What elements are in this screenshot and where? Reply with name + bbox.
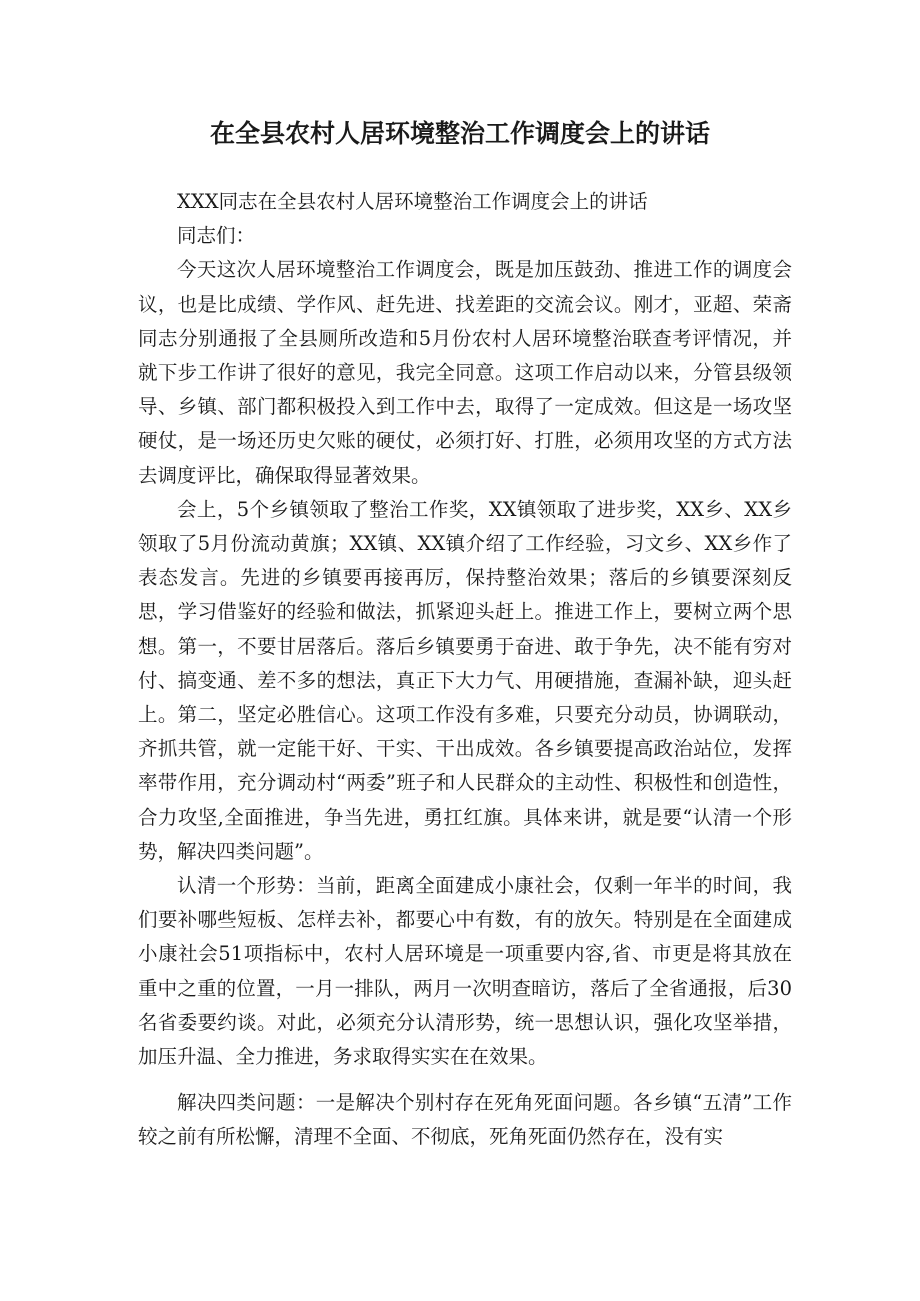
document-title: 在全县农村人居环境整治工作调度会上的讲话 — [209, 119, 710, 148]
document-subtitle: XXX同志在全县农村人居环境整治工作调度会上的讲话 — [177, 190, 648, 213]
paragraph: 会上，5个乡镇领取了整治工作奖，XX镇领取了进步奖，XX乡、XX乡领取了5月份流动黄旗；XX镇、XX镇介绍了工作经验，习文乡、XX乡作了表态发言。先进的乡镇要再接再厉，保持整治效果；落后的乡镇要深刻反思，学习借鉴好的经验和做法，抓紧迎头赶上。推进工作上，要树立两个思想。第一，不要甘居落后。落后乡镇要勇于奋进、敢于争先，决不能有穷对付、搞变通、差不多的想法，真正下大力气、用硬措施，查漏补缺，迎头赶上。第二，坚定必胜信心。这项工作没有多难，只要充分动员，协调联动，齐抓共管，就一定能干好、干实、干出成效。各乡镇要提高政治站位，发挥率带作用，充分调动村“两委”班子和人民群众的主动性、积极性和创造性，合力攻坚,全面推进，争当先进，勇扛红旗。具体来讲，就是要“认清一个形势，解决四类问题”。 — [138, 497, 792, 863]
paragraph: 今天这次人居环境整治工作调度会，既是加压鼓劲、推进工作的调度会议，也是比成绩、学作风、赶先进、找差距的交流会议。刚才，亚超、荣斋同志分别通报了全县厕所改造和5月份农村人居环境整治联查考评情况，并就下步工作讲了很好的意见，我完全同意。这项工作启动以来，分管县级领导、乡镇、部门都积极投入到工作中去，取得了一定成效。但这是一场攻坚硬仗，是一场还历史欠账的硬仗，必须打好、打胜，必须用攻坚的方式方法去调度评比，确保取得显著效果。 — [138, 258, 792, 487]
paragraph: 认清一个形势：当前，距离全面建成小康社会，仅剩一年半的时间，我们要补哪些短板、怎样去补，都要心中有数，有的放矢。特别是在全面建成小康社会51项指标中，农村人居环境是一项重要内容,省、市更是将其放在重中之重的位置，一月一排队，两月一次明查暗访，落后了全省通报，后30名省委要约谈。对此，必须充分认清形势，统一思想认识，强化攻坚举措，加压升温、全力推进，务求取得实实在在效果。 — [138, 874, 792, 1069]
salutation: 同志们： — [177, 224, 256, 248]
paragraph: 解决四类问题：一是解决个别村存在死角死面问题。各乡镇“五清”工作较之前有所松懈，清理不全面、不彻底，死角死面仍然存在，没有实 — [138, 1091, 792, 1149]
document-body — [138, 185, 792, 1155]
